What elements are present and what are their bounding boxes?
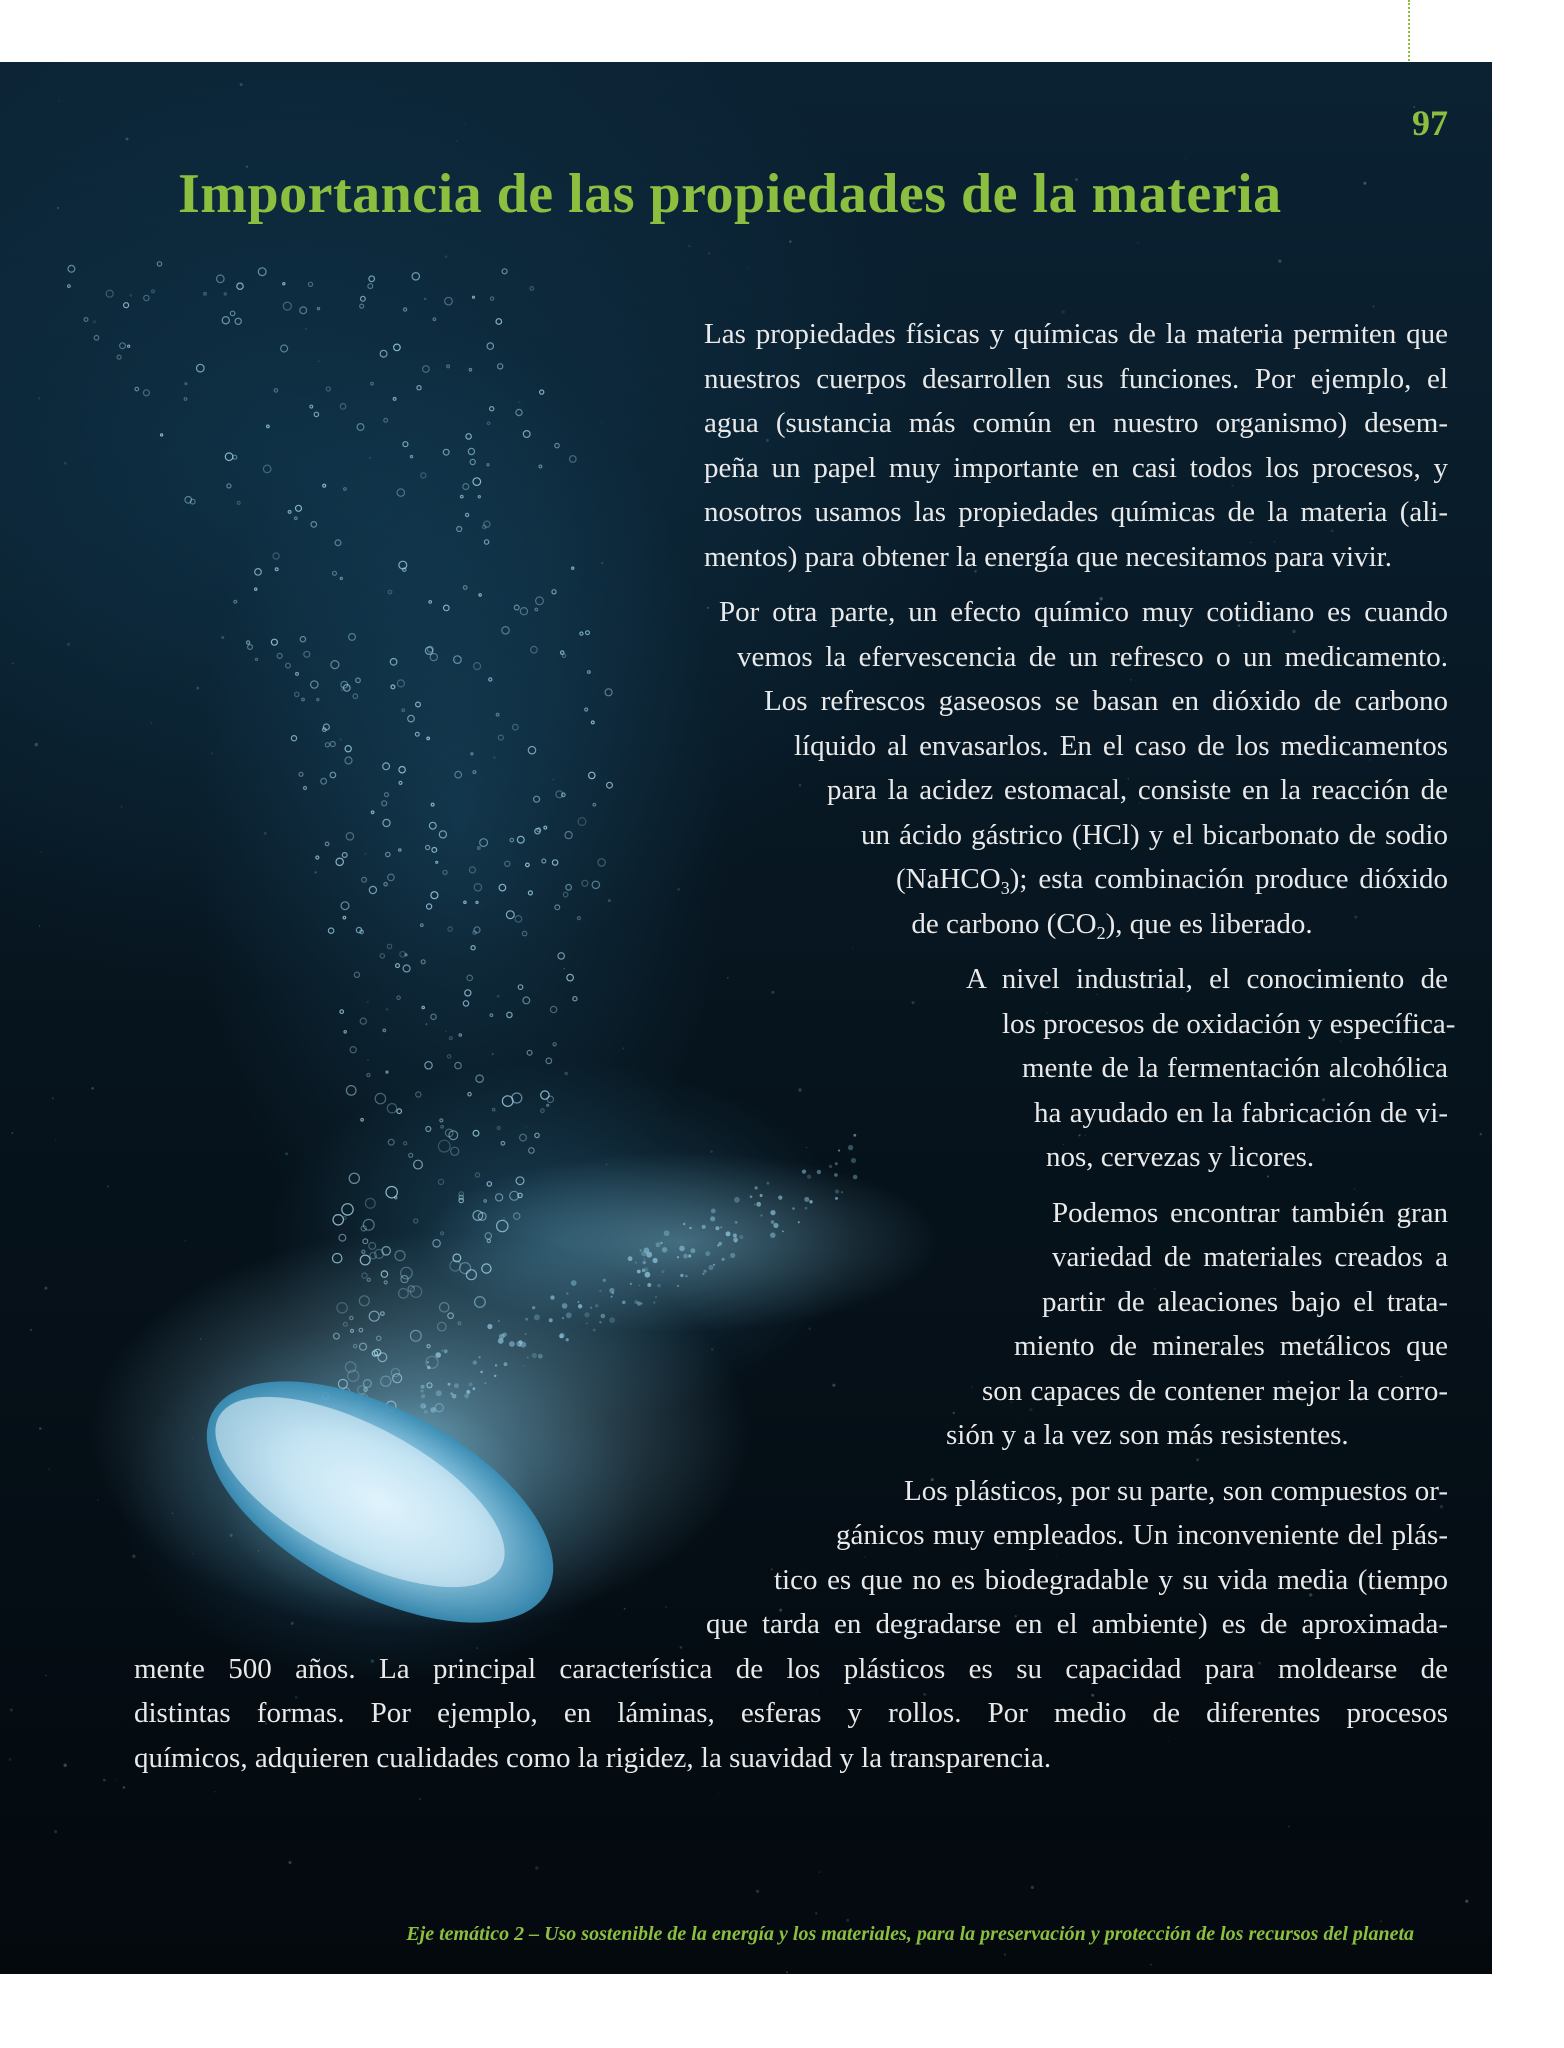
bubble [144,295,149,300]
formula-post: ); esta combinación produce dióxido [1009,863,1448,895]
text-line: ha ayudado en la fabricación de vi- [1034,1096,1448,1129]
bubble [237,283,243,289]
bubble [317,308,319,310]
text-line: agua (sustancia más común en nuestro organismo) desem- [704,407,1448,439]
bubble [128,345,130,347]
speck [130,294,133,297]
speck [1288,1826,1290,1828]
bubble [68,285,71,288]
bubble [368,284,373,289]
page-title: Importancia de las propiedades de la materia [178,163,1282,225]
bubble [120,343,126,349]
speck [12,663,13,664]
bubble [152,290,155,293]
bubble [502,269,507,274]
page-number: 97 [1412,103,1448,143]
speck [58,100,59,101]
speck [818,1871,820,1873]
body-text [134,312,1456,1791]
speck [57,207,59,209]
speck [121,806,123,808]
speck [44,1287,47,1290]
speck [748,268,749,269]
bubble [308,282,312,286]
bubble [445,297,453,305]
speck [456,140,457,141]
bubble [283,302,291,310]
speck [39,1427,42,1430]
speck [1480,1133,1482,1135]
text-line: tico es que no es biodegradable y su vida media (tiempo [774,1563,1448,1596]
speck [116,1779,117,1780]
speck [1278,260,1281,263]
text-line: Los plásticos, por su parte, son compuestos or- [904,1474,1448,1507]
bubble [84,318,88,322]
speck [1363,182,1366,185]
bubble [361,296,366,301]
speck [64,462,67,465]
speck [45,1675,46,1676]
bubble [530,287,534,291]
speck [1150,1964,1152,1966]
bubble [412,273,419,280]
speck [240,83,243,86]
text-line: nosotros usamos las propiedades químicas de la materia (ali- [704,496,1448,528]
photo-background-panel [0,62,1492,1974]
speck [789,240,792,243]
paragraph-2 [134,590,1448,946]
formula-pre: (NaHCO [896,863,1001,895]
text-line: nos, cervezas y licores. [1046,1141,1315,1173]
co2-line [817,902,1407,947]
speck [10,1708,13,1711]
footer-thematic-axis: Eje temático 2 – Uso sostenible de la energía y los materiales, para la preservación y protección de los recursos del planeta [406,1923,1414,1945]
speck [424,298,427,301]
text-line: miento de minerales metálicos que [1014,1330,1448,1362]
text-line: gánicos muy empleados. Un inconveniente del plás- [836,1519,1448,1551]
paragraph-5 [134,1469,1448,1781]
speck [708,253,710,255]
speck [35,743,38,746]
text-line: Las propiedades físicas y químicas de la materia permiten que [704,318,1448,350]
bubble [258,268,266,276]
paragraph-4 [134,1191,1448,1458]
speck [52,1097,54,1099]
bubble [217,275,225,283]
text-line: partir de aleaciones bajo el trata- [1042,1285,1448,1318]
speck [55,1139,56,1140]
bubble [283,283,285,285]
bubble [204,293,207,296]
paragraph-1 [134,312,1448,579]
bubble [106,290,113,297]
speck [39,925,41,927]
text-line: A nivel industrial, el conocimiento de [966,963,1448,995]
speck [107,1185,109,1187]
speck [1465,1900,1468,1903]
text-line: un ácido gástrico (HCl) y el bicarbonato de sodio [861,818,1448,851]
bubble [360,304,364,308]
speck [756,1890,759,1893]
speck [49,1469,50,1470]
speck [1137,242,1138,243]
speck [103,1779,106,1782]
co2-pre: de carbono (CO [911,907,1097,940]
speck [30,1329,32,1331]
text-line: vemos la efervescencia de un refresco o un medicamento. [737,640,1448,673]
speck [1185,158,1186,159]
text-line: mente 500 años. La principal característica de los plásticos es su capacidad para moldearse de [134,1652,1448,1685]
text-line: Por otra parte, un efecto químico muy cotidiano es cuando [719,596,1448,628]
paragraph-3 [134,957,1456,1180]
formula-subscript: 3 [1000,878,1010,898]
bubble [94,336,99,341]
text-line: mentos) para obtener la energía que necesitamos para vivir. [704,540,1392,573]
speck [289,1861,292,1864]
speck [41,851,42,852]
speck [786,1971,788,1973]
speck [38,397,40,399]
speck [123,1786,126,1789]
text-line: sión y a la vez son más resistentes. [946,1419,1349,1451]
speck [1031,1886,1034,1889]
speck [93,320,96,323]
speck [12,1132,14,1134]
speck [91,1087,94,1090]
text-line: variedad de materiales creados a [1052,1241,1448,1273]
text-line: líquido al envasarlos. En el caso de los medicamentos [794,729,1448,762]
co2-subscript: 2 [1096,922,1106,943]
speck [67,643,70,646]
speck [718,1793,719,1794]
text-line: químicos, adquieren cualidades como la rigidez, la suavidad y la transparencia. [134,1741,1052,1774]
text-line: nuestros cuerpos desarrollen sus funciones. Por ejemplo, el [704,362,1448,395]
speck [815,1912,817,1914]
text-line: los procesos de oxidación y específica- [1002,1007,1456,1040]
speck [97,1500,98,1501]
speck [445,255,448,258]
text-line: Los refrescos gaseosos se basan en dióxido de carbono [764,685,1448,717]
co2-post: ), que es liberado. [1105,907,1313,940]
bubble [157,262,161,266]
speck [688,245,690,247]
speck [846,1919,849,1922]
speck [54,1830,57,1833]
speck [214,1791,216,1793]
text-line: para la acidez estomacal, consiste en la reacción de [827,774,1448,806]
text-line: que tarda en degradarse en el ambiente) es de aproximada- [706,1608,1448,1640]
bubble [473,296,475,298]
text-line: mente de la fermentación alcohólica [1022,1052,1448,1084]
bubble [490,297,493,300]
text-line: son capaces de contener mejor la corro- [982,1374,1448,1407]
bubble [68,265,75,272]
text-line: Podemos encontrar también gran [1052,1196,1448,1229]
speck [1373,306,1375,308]
bubble [117,355,121,359]
text-line: distintas formas. Por ejemplo, en láminas, esferas y rollos. Por medio de diferentes procesos [134,1697,1448,1729]
text-line: peña un papel muy importante en casi todos los procesos, y [704,451,1448,484]
speck [1004,1953,1006,1955]
speck [74,1946,75,1947]
bubble [124,303,129,308]
speck [9,1758,12,1761]
formula-line [896,857,1448,902]
bubble [404,308,407,311]
speck [63,1764,66,1767]
bubble [224,293,226,295]
bubble [369,276,375,282]
speck [126,138,129,141]
speck [465,123,466,124]
speck [535,1866,538,1869]
speck [419,1798,421,1800]
